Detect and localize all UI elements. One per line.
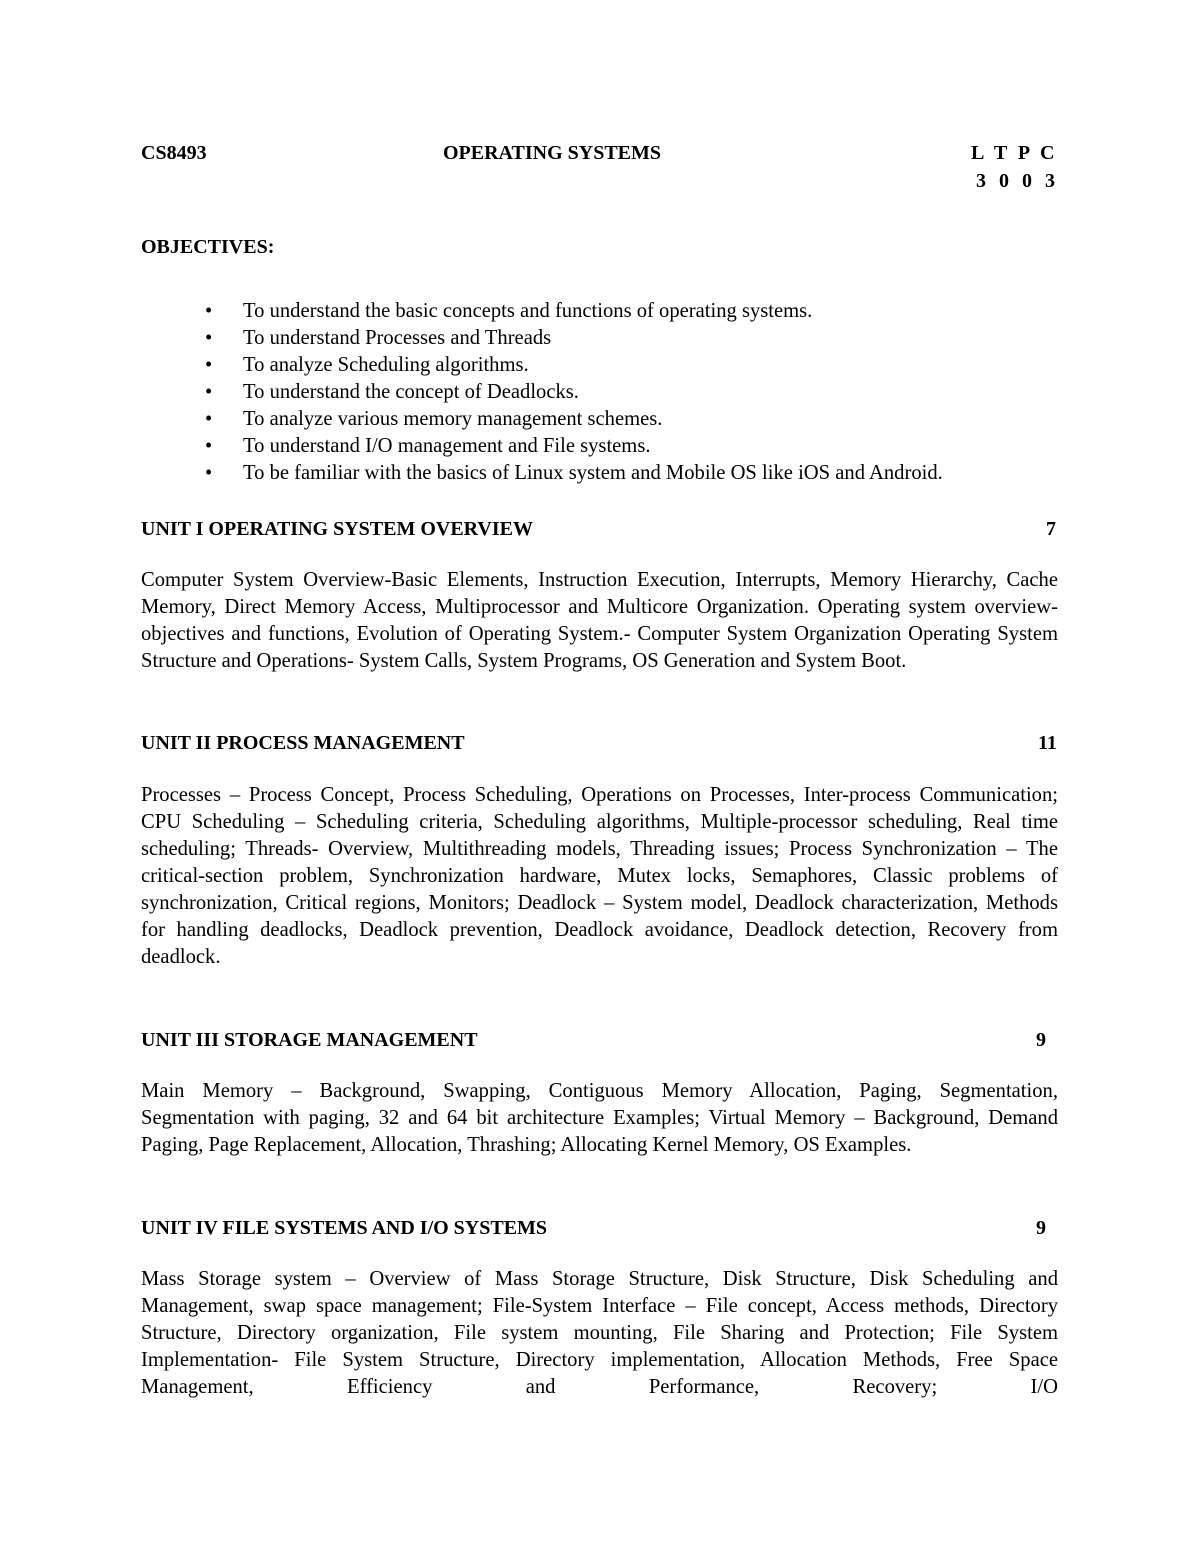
course-title: OPERATING SYSTEMS [443,142,662,164]
unit-2-hours: 11 [1038,732,1057,754]
bullet-icon: • [205,327,213,349]
unit-1-heading: UNIT I OPERATING SYSTEM OVERVIEW [141,518,533,540]
unit-4-hours: 9 [1036,1217,1046,1239]
unit-4-heading: UNIT IV FILE SYSTEMS AND I/O SYSTEMS [141,1217,548,1239]
list-item: • To understand the concept of Deadlocks. [205,379,943,406]
unit-3-heading: UNIT III STORAGE MANAGEMENT [141,1029,478,1051]
bullet-icon: • [205,408,213,430]
list-item: • To understand Processes and Threads [205,325,943,352]
ltpc-values: 3 0 0 3 [976,170,1059,192]
unit-1-hours: 7 [1046,518,1056,540]
bullet-icon: • [205,381,213,403]
bullet-icon: • [205,300,213,322]
objectives-heading: OBJECTIVES: [141,236,275,258]
course-code: CS8493 [141,142,207,164]
unit-1-body: Computer System Overview-Basic Elements, Instruction Execution, Interrupts, Memory Hierarchy, Cache Memory, Direct Memory Access, Multiprocessor and Multicore Organization. Operating system overview-objectives and functions, Evolution of Operating System.- Computer System Organization Operating System Structure and Operations- System Calls, System Programs, OS Generation and System Boot. [141,569,1058,672]
ltpc-label: L T P C [971,142,1058,164]
list-item: • To be familiar with the basics of Linux system and Mobile OS like iOS and Android. [205,460,943,487]
unit-3-hours: 9 [1036,1029,1046,1051]
list-item: • To analyze various memory management schemes. [205,406,943,433]
unit-3-body: Main Memory – Background, Swapping, Contiguous Memory Allocation, Paging, Segmentation, Segmentation with paging, 32 and 64 bit architecture Examples; Virtual Memory – Background, Demand Paging, Page Replacement, Allocation, Thrashing; Allocating Kernel Memory, OS Examples. [141,1080,1058,1156]
objectives-list [205,298,943,487]
list-item: • To understand the basic concepts and functions of operating systems. [205,298,943,325]
list-item: • To analyze Scheduling algorithms. [205,352,943,379]
bullet-icon: • [205,435,213,457]
bullet-icon: • [205,354,213,376]
unit-4-body: Mass Storage system – Overview of Mass Storage Structure, Disk Structure, Disk Scheduling and Management, swap space management; File-System Interface – File concept, Access methods, Directory Structure, Directory organization, File system mounting, File Sharing and Protection; File System Implementation- File System Structure, Directory implementation, Allocation Methods, Free Space Management, Efficiency and Performance, Recovery; I/O [141,1268,1058,1398]
list-item: • To understand I/O management and File systems. [205,433,943,460]
unit-2-heading: UNIT II PROCESS MANAGEMENT [141,732,465,754]
bullet-icon: • [205,462,213,484]
unit-2-body: Processes – Process Concept, Process Scheduling, Operations on Processes, Inter-process Communication; CPU Scheduling – Scheduling criteria, Scheduling algorithms, Multiple-processor scheduling, Real time scheduling; Threads- Overview, Multithreading models, Threading issues; Process Synchronization – The critical-section problem, Synchronization hardware, Mutex locks, Semaphores, Classic problems of synchronization, Critical regions, Monitors; Deadlock – System model, Deadlock characterization, Methods for handling deadlocks, Deadlock prevention, Deadlock avoidance, Deadlock detection, Recovery from deadlock. [141,784,1058,968]
